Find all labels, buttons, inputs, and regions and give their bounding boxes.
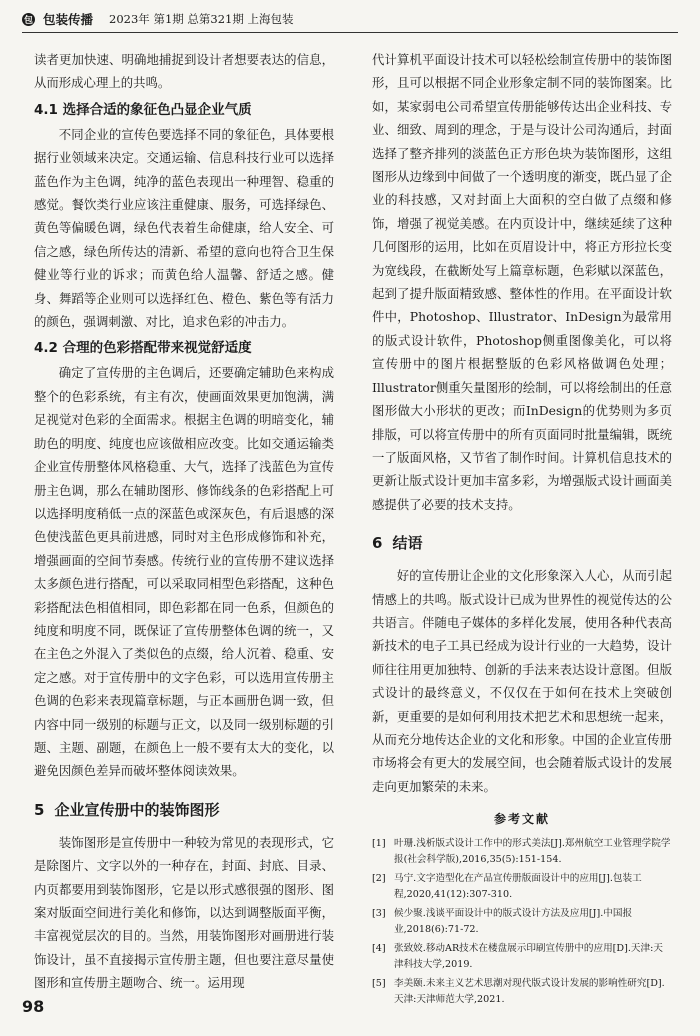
reference-index: [1]	[372, 837, 386, 849]
section-4-1-body: 不同企业的宣传色要选择不同的象征色，具体要根据行业领域来决定。交通运输、信息科技行业可以选择蓝色作为主色调，纯净的蓝色表现出一种理智、稳重的感觉。餐饮类行业应该注重健康、服务，可选择绿色、黄色等偏暖色调，绿色代表着生命健康，给人安全、可信之感，绿色所传达的清新、希望的意向也符合卫生保健业等行业的诉求；而黄色给人温馨、舒适之感。健身、舞蹈等企业则可以选择红色、橙色、紫色等有活力的颜色，强调刺激、对比，追求色彩的冲击力。	[34, 126, 334, 330]
reference-text: 李美颐.未来主义艺术思潮对现代版式设计发展的影响性研究[D].天津:天津师范大学,2021.	[394, 977, 665, 1005]
reference-item	[372, 871, 672, 903]
reference-text: 马宁.文字造型化在产品宣传册版面设计中的应用[J].包装工程,2020,41(12):307-310.	[394, 872, 642, 900]
section-6-heading	[372, 530, 672, 556]
section-5-heading	[34, 797, 334, 823]
section-6-number: 6	[372, 534, 383, 553]
section-4-1-heading: 4.1 选择合适的象征色凸显企业气质	[34, 101, 252, 118]
reference-text: 候少聚.浅谈平面设计中的版式设计方法及应用[J].中国报业,2018(6):71-72.	[394, 907, 633, 935]
reference-item	[372, 976, 672, 1008]
header-divider	[22, 32, 678, 33]
reference-index: [5]	[372, 977, 386, 989]
journal-name: 包装传播	[43, 12, 94, 27]
section-4-2-body: 确定了宣传册的主色调后，还要确定辅助色来构成整个的色彩系统，有主有次，使画面效果更加饱满，满足视觉对色彩的全面需求。根据主色调的明暗变化，辅助色的明度、纯度也应该做相应改变。比如交通运输类企业宣传册整体风格稳重、大气，选择了浅蓝色为宣传册主色调，那么在辅助图形、修饰线条的色彩搭配上可以选择明度稍低一点的深蓝色或深灰色，有后退感的深色使浅蓝色更具前进感，同时对主色形成修饰和补充，增强画面的空间节奏感。传统行业的宣传册不建议选择太多颜色进行搭配，可以采取同相型色彩搭配，这种色彩搭配法色相值相同，即色彩都在同一色系，但颜色的纯度和明度不同，既保证了宣传册整体色调的统一，又在主色之外混入了类似色的点缀，给人沉着、稳重、安定之感。对于宣传册中的文字色彩，可以选用宣传册主色调的色彩来表现篇章标题，与正本画册色调一致，但内容中同一级别的标题与正文，以及同一级别标题的引题、主题、副题，在颜色上一般不要有太大的变化，以避免因颜色差异而破坏整体阅读效果。	[34, 365, 334, 779]
reference-index: [3]	[372, 907, 386, 919]
section-6-title: 结语	[392, 534, 423, 553]
reference-item	[372, 906, 672, 938]
reference-index: [4]	[372, 942, 386, 954]
running-header	[22, 8, 678, 30]
section-5-title: 企业宣传册中的装饰图形	[54, 800, 220, 819]
section-5-continued: 代计算机平面设计技术可以轻松绘制宣传册中的装饰图形，且可以根据不同企业形象定制不同的装饰图案。比如，某家弱电公司希望宣传册能够传达出企业科技、专业、细致、周到的理念，于是与设计公司沟通后，封面选择了整齐排列的淡蓝色正方形色块为装饰图形，这组图形从边缘到中间做了一个透明度的渐变，既凸显了企业的科技感，又对封面上大面积的空白做了点缀和修饰，增强了视觉美感。在内页设计中，继续延续了这种几何图形的运用，比如在页眉设计中，将正方形拉长变为宽线段，在截断处写上篇章标题，色彩赋以深蓝色，起到了提升版面精致感、整体性的作用。在平面设计软件中，Photoshop、Illustrator、InDesign为最常用的版式设计软件，Photoshop侧重图像美化，可以将宣传册中的图片根据整版的色彩风格做调色处理；Illustrator侧重矢量图形的绘制，可以将绘制出的任意图形做大小形状的更改；而InDesign的优势则为多页排版，可以将宣传册中的所有页面同时批量编辑，既统一了版面风格，又节省了制作时间。计算机信息技术的更新让版式设计更加丰富多彩，为增强版式设计画面美感提供了必要的技术支持。	[372, 52, 672, 512]
references-list	[372, 836, 672, 1008]
reference-text: 张致姣.移动AR技术在楼盘展示印刷宣传册中的应用[D].天津:天津科技大学,2019.	[394, 942, 663, 970]
section-5-body: 装饰图形是宣传册中一种较为常见的表现形式，它是除图片、文字以外的一种存在，封面、封底、目录、内页都要用到装饰图形，它是以形式感很强的图形、图案对版面空间进行美化和修饰，以达到调整版面平衡，丰富视觉层次的目的。当然，用装饰图形对画册进行装饰设计，虽不直接揭示宣传册主题，但也要注意尽量使图形和宣传册主题吻合、统一。运用现	[34, 834, 334, 991]
references-heading: 参考文献	[493, 812, 550, 827]
section-4-2-heading: 4.2 合理的色彩搭配带来视觉舒适度	[34, 340, 252, 357]
reference-index: [2]	[372, 872, 386, 884]
reference-text: 叶珊.浅析版式设计工作中的形式美法[J].郑州航空工业管理学院学报(社会科学版),2016,35(5):151-154.	[394, 837, 671, 865]
left-column	[34, 48, 334, 995]
page-number: 98	[22, 997, 45, 1016]
intro-paragraph: 读者更加快速、明确地捕捉到设计者想要表达的信息，从而形成心理上的共鸣。	[34, 52, 334, 91]
issue-line: 2023年 第1期 总第321期 上海包装	[109, 12, 294, 26]
reference-item	[372, 941, 672, 973]
section-6-body: 好的宣传册让企业的文化形象深入人心，从而引起情感上的共鸣。版式设计已成为世界性的视觉传达的公共语言。伴随电子媒体的多样化发展，使用各种代表高新技术的电子工具已经成为设计行业的一大趋势，设计师往往用更加独特、创新的手法来表达设计意图。但版式设计的最终意义，不仅仅在于如何在技术上突破创新，更重要的是如何利用技术把艺术和思想统一起来，从而充分地传达企业的文化和形象。中国的企业宣传册市场将会有更大的发展空间，也会随着版式设计的发展走向更加繁荣的未来。	[372, 568, 672, 794]
section-5-number: 5	[34, 800, 45, 819]
right-column	[372, 48, 672, 1011]
journal-logo-icon: 包	[22, 13, 35, 26]
reference-item	[372, 836, 672, 868]
